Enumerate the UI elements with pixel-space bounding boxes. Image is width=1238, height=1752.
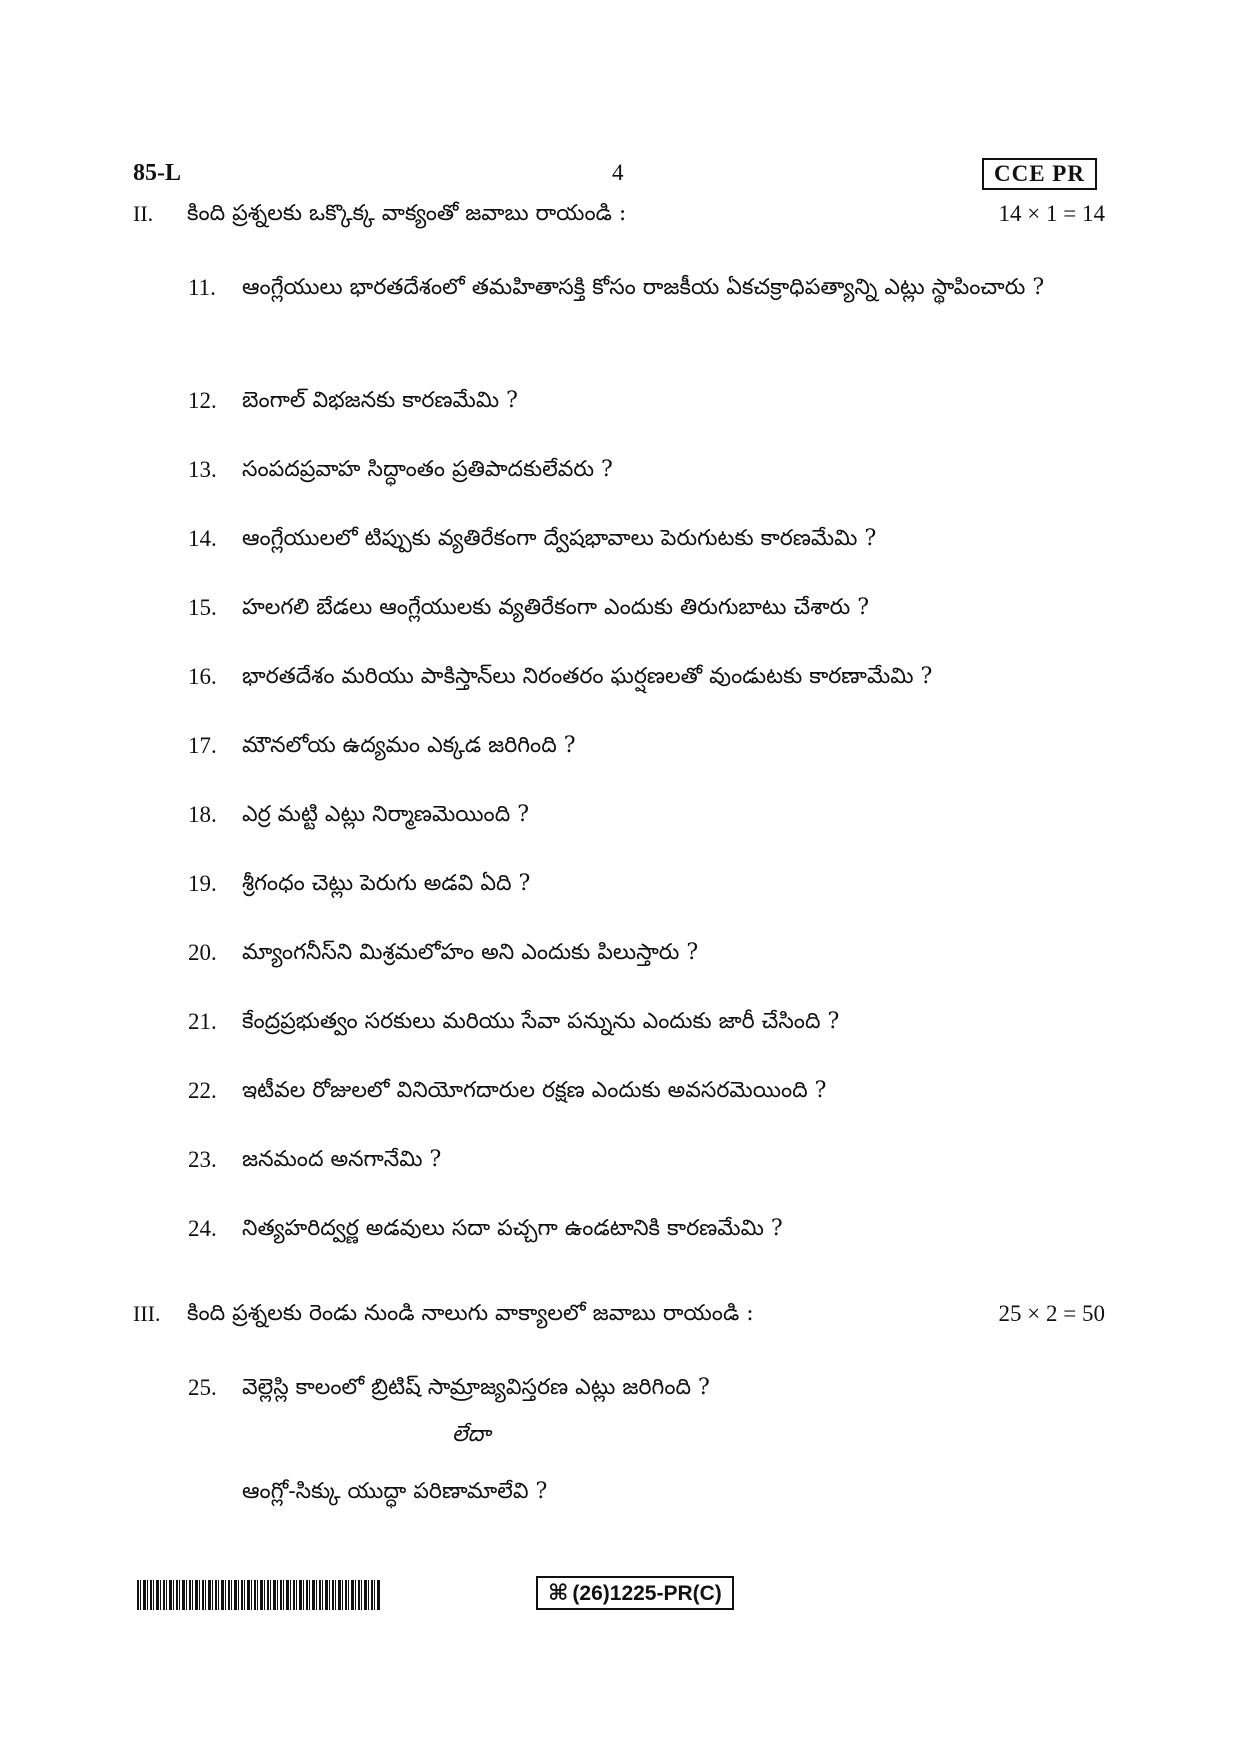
question-text: మౌనలోయ ఉద్యమం ఎక్కడ జరిగింది ? — [242, 733, 576, 758]
section-ii-number: II. — [133, 201, 154, 226]
question-12 — [188, 379, 1105, 423]
question-text: బెంగాల్ విభజనకు కారణమేమి ? — [242, 388, 518, 413]
section-ii-marks: 14 × 1 = 14 — [998, 201, 1105, 226]
question-number: 21. — [188, 1009, 217, 1034]
section-iii-heading — [133, 1296, 1105, 1332]
question-16 — [188, 655, 1105, 699]
question-number: 19. — [188, 871, 217, 896]
question-text: నిత్యహరిద్వర్ణ అడవులు సదా పచ్చగా ఉండటానికి కారణమేమి ? — [242, 1216, 783, 1241]
question-text: భారతదేశం మరియు పాకిస్తాన్‌లు నిరంతరం ఘర్షణలతో వుండుటకు కారణామేమి ? — [242, 664, 933, 689]
question-text: మ్యాంగనీస్‌ని మిశ్రమలోహం అని ఎందుకు పిలుస్తారు ? — [242, 940, 699, 965]
question-22 — [188, 1069, 1105, 1113]
section-iii-number: III. — [133, 1301, 161, 1326]
question-text: కేంద్రప్రభుత్వం సరకులు మరియు సేవా పన్నును ఎందుకు జారీ చేసింది ? — [242, 1009, 840, 1034]
question-number: 11. — [188, 275, 216, 300]
paper-code-box — [536, 1576, 734, 1610]
question-number: 14. — [188, 526, 217, 551]
question-text: వెల్లెస్లి కాలంలో బ్రిటిష్ సామ్రాజ్యవిస్తరణ ఎట్లు జరిగింది ? — [242, 1375, 710, 1400]
question-text: ఇటీవల రోజులలో వినియోగదారుల రక్షణ ఎందుకు అవసరమెయింది ? — [242, 1078, 827, 1103]
question-number: 23. — [188, 1147, 217, 1172]
alternative-question: ఆంగ్లో-సిక్కు యుద్ధా పరిణామాలేవి ? — [242, 1479, 548, 1504]
question-number: 22. — [188, 1078, 217, 1103]
question-21 — [188, 1000, 1105, 1044]
question-number: 18. — [188, 802, 217, 827]
question-number: 15. — [188, 595, 217, 620]
question-number: 25. — [188, 1375, 217, 1400]
question-number: 17. — [188, 733, 217, 758]
question-number: 12. — [188, 388, 217, 413]
section-iii-instruction: కింది ప్రశ్నలకు రెండు నుండి నాలుగు వాక్యాలలో జవాబు రాయండి : — [187, 1301, 754, 1326]
question-text: హలగలి బేడలు ఆంగ్లేయులకు వ్యతిరేకంగా ఎందుకు తిరుగుబాటు చేశారు ? — [242, 595, 870, 620]
question-25 — [188, 1366, 1105, 1410]
or-word: లేదా — [452, 1422, 491, 1447]
question-text: ఆంగ్లేయులలో టిప్పుకు వ్యతిరేకంగా ద్వేషభావాలు పెరుగుటకు కారణమేమి ? — [242, 526, 877, 551]
question-13 — [188, 448, 1105, 492]
section-ii-instruction: కింది ప్రశ్నలకు ఒక్కొక్క వాక్యంతో జవాబు రాయండి : — [187, 201, 627, 226]
series-box: CCE PR — [982, 158, 1097, 190]
question-23 — [188, 1138, 1105, 1182]
question-15 — [188, 586, 1105, 630]
page-number: 4 — [612, 160, 624, 185]
question-11 — [188, 266, 1105, 310]
question-number: 16. — [188, 664, 217, 689]
question-number: 13. — [188, 457, 217, 482]
question-text: ఆంగ్లేయులు భారతదేశంలో తమహితాసక్తి కోసం రాజకీయ ఏకచక్రాధిపత్యాన్ని ఎట్లు స్థాపించారు ? — [242, 275, 1045, 300]
question-text: జనమంద అనగానేమి ? — [242, 1147, 442, 1172]
section-iii-marks: 25 × 2 = 50 — [998, 1301, 1105, 1326]
question-18 — [188, 793, 1105, 837]
question-text: శ్రీగంధం చెట్లు పెరుగు అడవి ఏది ? — [242, 871, 531, 896]
section-ii-heading — [133, 196, 1105, 232]
question-19 — [188, 862, 1105, 906]
command-symbol-icon: ⌘ — [548, 1580, 569, 1605]
question-number: 24. — [188, 1216, 217, 1241]
question-20 — [188, 931, 1105, 975]
question-14 — [188, 517, 1105, 561]
paper-code-left: 85-L — [133, 160, 181, 186]
question-17 — [188, 724, 1105, 768]
question-24 — [188, 1207, 1105, 1251]
question-text: సంపదప్రవాహ సిద్ధాంతం ప్రతిపాదకులేవరు ? — [242, 457, 613, 482]
paper-code-text: (26)1225-PR(C) — [572, 1582, 722, 1605]
question-text: ఎర్ర మట్టి ఎట్లు నిర్మాణమెయింది ? — [242, 802, 530, 827]
barcode — [137, 1580, 380, 1610]
question-number: 20. — [188, 940, 217, 965]
